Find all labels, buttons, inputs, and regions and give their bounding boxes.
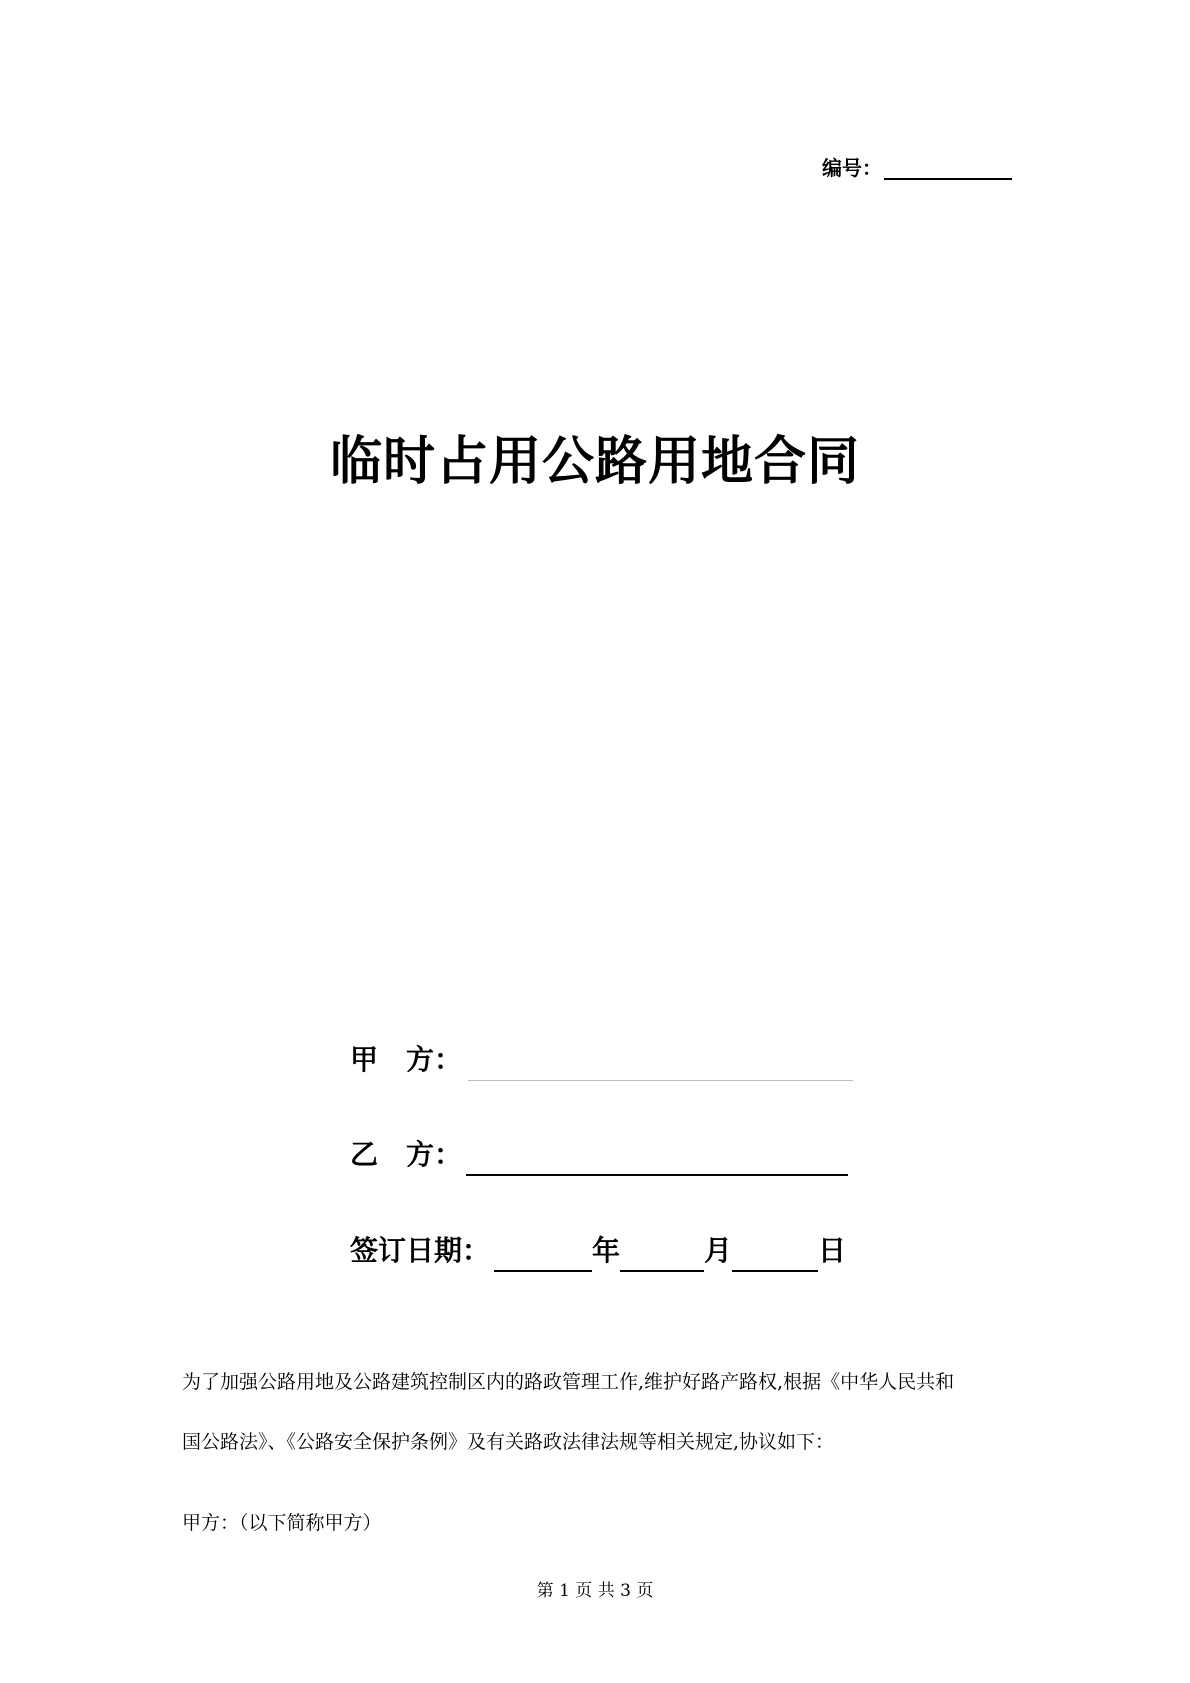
party-a-clause: 甲方：（以下简称甲方）	[182, 1512, 382, 1534]
party-b-label: 乙 方：	[350, 1138, 463, 1171]
day-label: 日	[818, 1234, 847, 1267]
serial-number-blank[interactable]	[884, 158, 1012, 180]
serial-number-label: 编号：	[822, 156, 882, 180]
serial-number-field	[822, 156, 1012, 180]
page-indicator: 第 1 页 共 3 页	[536, 1581, 654, 1601]
year-blank[interactable]	[494, 1242, 592, 1272]
intro-paragraph-line-1: 为了加强公路用地及公路建筑控制区内的路政管理工作,维护好路产路权,根据《中华人民共和	[182, 1371, 955, 1393]
party-a-row	[350, 1043, 853, 1077]
month-label: 月	[704, 1234, 733, 1267]
document-title: 临时占用公路用地合同	[329, 432, 860, 492]
party-b-row	[350, 1138, 848, 1172]
month-blank[interactable]	[620, 1242, 704, 1272]
intro-paragraph-line-2: 国公路法》、《公路安全保护条例》及有关路政法律法规等相关规定,协议如下：	[182, 1431, 835, 1453]
party-a-blank[interactable]	[468, 1052, 853, 1081]
party-b-blank[interactable]	[466, 1146, 848, 1176]
day-blank[interactable]	[732, 1242, 818, 1272]
year-label: 年	[592, 1234, 621, 1267]
sign-date-label: 签订日期：	[350, 1234, 491, 1267]
sign-date-row	[350, 1234, 846, 1268]
party-a-label: 甲 方：	[350, 1043, 463, 1076]
